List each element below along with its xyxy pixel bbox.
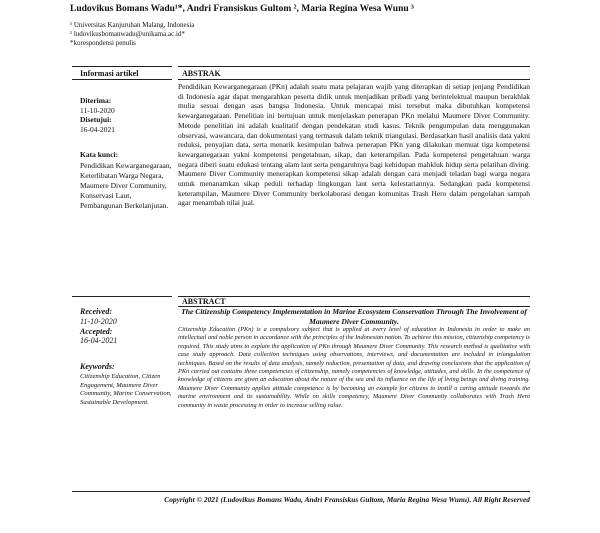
article-info-heading: Informasi artikel — [80, 69, 139, 78]
received-label-id: Diterima: — [80, 96, 112, 105]
abstrak-top-rule — [178, 66, 530, 67]
info-bottom-rule — [72, 79, 172, 80]
article-title-en: The Citizenship Competency Implementation in Marine Ecosystem Conservation Through The Involvement of Maumere Diver Community. — [181, 307, 527, 326]
copyright-notice: Copyright © 2021 (Ludovikus Bomans Wadu, Andri Fransiskus Gultom, Maria Regina Wesa Wunu). All Right Reserved — [164, 495, 530, 504]
keywords-label-en: Keywords: — [80, 362, 115, 371]
en-left-top-rule — [72, 296, 172, 297]
received-block-en — [80, 307, 117, 346]
info-top-rule — [72, 66, 172, 67]
abstrak-heading: ABSTRAK — [182, 69, 221, 78]
keywords-en: Citizenship Education, Citizen Engagement, Maumere Diver Community, Marine Conservation, Sustainable Development. — [80, 373, 172, 406]
received-date-id: 11-10-2020 — [80, 105, 115, 115]
received-label-en: Received: — [80, 307, 112, 316]
abstrak-bottom-rule — [178, 79, 530, 80]
footer-rule — [72, 491, 530, 492]
accepted-date-en: 16-04-2021 — [80, 336, 118, 346]
affiliation-correspondence: *korespondensi penulis — [70, 39, 136, 47]
abstract-heading: ABSTRACT — [182, 297, 226, 306]
affiliation-email: ¹ ludovikusbomanwadu@unikama.ac.id* — [70, 30, 185, 38]
accepted-label-id: Disetujui: — [80, 115, 112, 124]
accepted-label-en: Accepted: — [80, 326, 113, 336]
abstract-top-rule — [178, 296, 530, 297]
received-block-id — [80, 96, 115, 134]
abstrak-text: Pendidikan Kewarganegaraan (PKn) adalah suatu mata pelajaran wajib yang diterapkan di setiap jenjang Pendidikan di Indonesia agar dapat mengarahkan peserta didik untuk menjadikan pribadi yang berintelektual maupun berakhlak mulia sesuai dengan asas bangsa Indonesia. Untuk mencapai misi tersebut maka dibutuhkan kompetensi kewarganegaraan. Penelitian ini bertujuan untuk menjelaskan penerapan PKn melalui Maumere Diver Community. Metode penelitian ini adalah kualitatif dengan pendekatan studi kasus. Teknik pengumpulan data menggunakan observasi, wawancara, dan dokumentasi yang termasuk dalam teknik triangulasi. Berdasarkan hasil analisis data yakni reduksi, penyajian data, serta menarik kesimpulan bahwa penerapan PKn yang dilakukan memuat tiga kompetensi kewarganegaraan yakni kompetensi pengetahuan, sikap, dan keterampilan. Pada kompetensi pengetahuan warga negara diberi suatu edukasi tentang alam laut serta pengaruhnya bagi kehidupan mahkluk hidup serta pelatihan diving. Maumere Diver Community menerapkan kompetensi sikap adalah dengan cara menjadi teladan bagi warga negara untuk menanamkan sikap peduli terhadap lingkungan laut serta kelestariannya. Sedangkan pada kompetensi keterampilan, Maumere Diver Community berkolaborasi dengan komunitas Trash Hero dalam pengolahan sampah agar menambah nilai jual. — [178, 82, 530, 208]
affiliation-university: ¹ Universitas Kanjuruhan Malang, Indonesia — [70, 21, 195, 29]
keywords-label-id: Kata kunci: — [80, 150, 119, 159]
keywords-id: Pendidikan Kewarganegaraan, Keterlibatan Warga Negara, Maumere Diver Community, Konservasi Laut, Pembangunan Berkelanjutan. — [80, 161, 172, 210]
abstract-text-en: Citizenship Education (PKn) is a compulsory subject that is applied at every level of education in Indonesia in order to make an intellectual and noble person in accordance with the principles of the Indonesian nation. To achieve this mission, citizenship competency is required. This study aims to explain the application of PKn through Maumere Diver Community. This research method is qualitative with case study approach. Data collection techniques using observations, interviews, and documentation are included in triangulation techniques. Based on the results of data analysis, namely reduction, presentation of data, and drawing conclusions that the application of PKn carried out contains three competencies of citizenship, namely competencies of knowledge, attitudes, and skills. In the competence of knowledge of citizens are given an education about the nature of the sea and its influence on the life of living beings and diving training. Maumere Diver Community applies attitude competence is by becoming an example for citizens to instill a caring attitude towards the marine environment and its sustainability. While on skills competency, Maumere Diver Community collaborates with Trash Hero community in waste processing in order to increase selling value. — [178, 326, 530, 409]
received-date-en: 11-10-2020 — [80, 316, 117, 326]
author-list: Ludovikus Bomans Wadu¹*, Andri Fransiskus Gultom ², Maria Regina Wesa Wunu ³ — [70, 4, 414, 14]
accepted-date-id: 16-04-2021 — [80, 124, 115, 134]
